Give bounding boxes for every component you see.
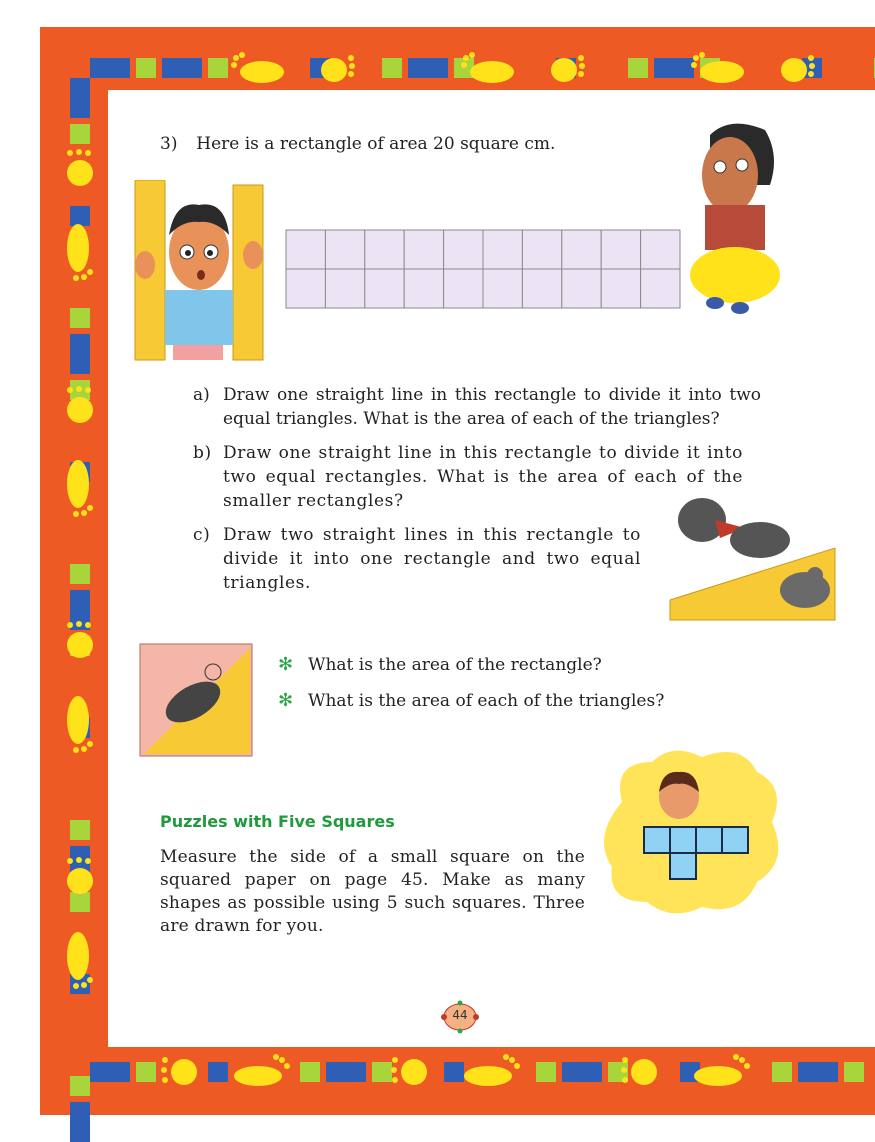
grid-cell <box>286 269 325 308</box>
pig-card-illustration <box>138 642 256 760</box>
footprint-icon <box>62 222 98 282</box>
question-number: 3) <box>160 134 178 154</box>
footprint-icon <box>62 148 98 188</box>
grid-cell <box>641 230 680 269</box>
grid-cell <box>522 269 561 308</box>
girl-illustration <box>680 115 785 325</box>
grid-cell <box>444 230 483 269</box>
question-part-a <box>193 383 761 431</box>
grid-cell <box>601 269 640 308</box>
footprint-icon <box>318 50 358 86</box>
part-label: b) <box>193 443 212 463</box>
grid-cell <box>286 230 325 269</box>
puzzle-paragraph: Measure the side of a small square on the squared paper on page 45. Make as many shapes as possible using 5 such squares. Three are drawn for you. <box>160 847 585 936</box>
grid-cell <box>404 230 443 269</box>
footprint-icon <box>692 1052 752 1088</box>
part-text: Draw two straight lines in this rectangle to divide it into one rectangle and two equal triangles. <box>223 525 641 593</box>
part-label: a) <box>193 385 210 405</box>
question-intro <box>160 132 555 156</box>
footprint-icon <box>160 1050 200 1090</box>
section-heading: Puzzles with Five Squares <box>160 812 395 831</box>
footprint-icon <box>228 50 288 86</box>
part-text: Draw one straight line in this rectangle to divide it into two equal triangles. What is the area of each of the triangles? <box>223 385 761 429</box>
grid-cell <box>641 269 680 308</box>
grid-cell <box>483 269 522 308</box>
area-grid-rectangle <box>285 229 681 309</box>
bullet-item <box>278 690 664 711</box>
bullet-item <box>278 654 602 675</box>
grid-cell <box>404 269 443 308</box>
grid-cell <box>562 269 601 308</box>
footprint-icon <box>778 50 818 86</box>
footprint-icon <box>548 50 588 86</box>
bullet-text: What is the area of each of the triangles? <box>308 690 665 711</box>
grid-cell <box>325 269 364 308</box>
footprint-icon <box>620 1050 660 1090</box>
footprint-icon <box>62 385 98 425</box>
grid-cell <box>325 230 364 269</box>
part-label: c) <box>193 525 211 545</box>
part-text: Draw one straight line in this rectangle to divide it into two equal rectangles. What is the area of each of the smaller rectangles? <box>223 443 743 511</box>
bullet-flower-icon: ✻ <box>278 654 294 675</box>
footprint-icon <box>458 50 518 86</box>
grid-cell <box>365 230 404 269</box>
boy-between-planks-illustration <box>125 180 285 365</box>
page-number: 44 <box>452 1008 468 1022</box>
grid-cell <box>365 269 404 308</box>
grid-cell <box>483 230 522 269</box>
footprint-icon <box>462 1052 522 1088</box>
question-intro-text: Here is a rectangle of area 20 square cm. <box>196 134 556 154</box>
grid-cell <box>601 230 640 269</box>
grid-cell <box>562 230 601 269</box>
footprint-icon <box>62 930 98 990</box>
crow-and-rat-illustration <box>660 490 840 635</box>
footprint-icon <box>62 458 98 518</box>
grid-cell <box>444 269 483 308</box>
bullet-text: What is the area of the rectangle? <box>308 654 602 675</box>
footprint-icon <box>232 1052 292 1088</box>
footprint-icon <box>390 1050 430 1090</box>
footprint-icon <box>62 856 98 896</box>
grid-cell <box>522 230 561 269</box>
girl-in-cloud-illustration <box>592 742 792 922</box>
footprint-icon <box>688 50 748 86</box>
bullet-flower-icon: ✻ <box>278 690 294 711</box>
footprint-icon <box>62 694 98 754</box>
footprint-icon <box>62 620 98 660</box>
